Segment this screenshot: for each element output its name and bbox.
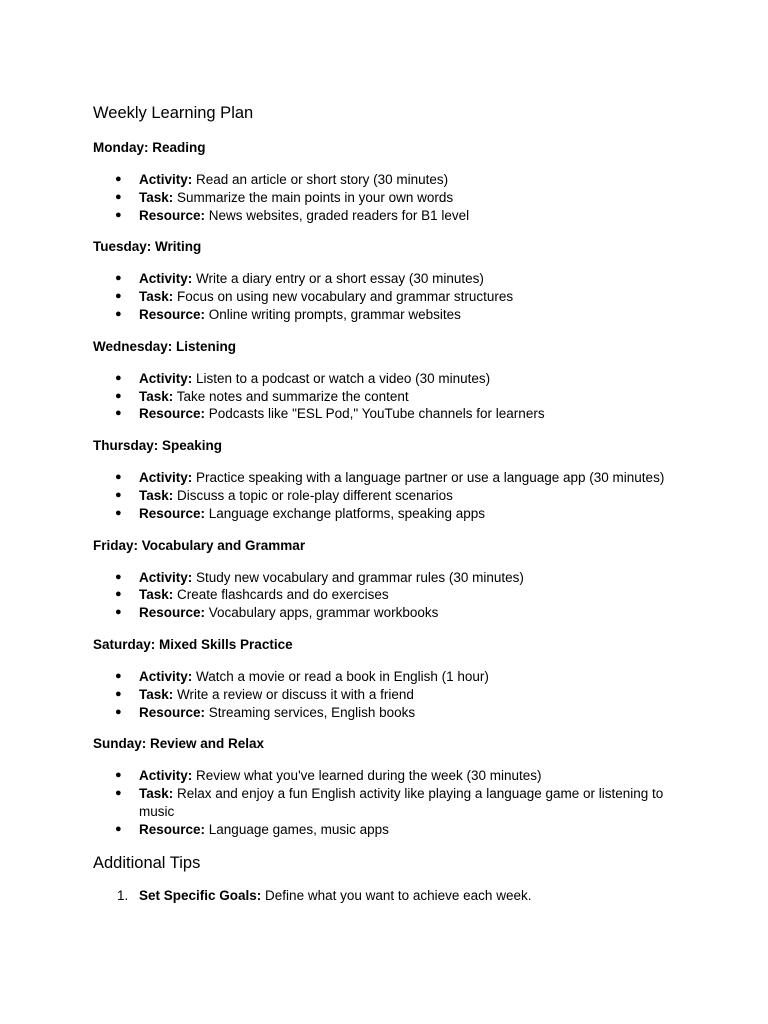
day-heading: Wednesday: Listening [93, 338, 237, 354]
tips-title: Additional Tips [93, 853, 201, 872]
item-label: Task: [139, 686, 174, 702]
item-label: Resource: [139, 406, 206, 422]
bullet-icon: ● [115, 687, 122, 700]
item-text: Vocabulary apps, grammar workbooks [205, 605, 439, 621]
bullet-icon: ● [115, 606, 122, 619]
item-text: Practice speaking with a language partner or use a language app (30 minutes) [192, 470, 665, 486]
item-text: Language games, music apps [205, 821, 389, 837]
list-item [93, 767, 693, 785]
day-heading: Tuesday: Writing [93, 239, 202, 255]
item-text: Podcasts like "ESL Pod," YouTube channels for learners [205, 406, 545, 422]
bullet-icon: ● [115, 371, 122, 384]
list-item [93, 686, 693, 704]
item-text: Review what you've learned during the week (30 minutes) [192, 768, 542, 784]
item-label: Resource: [139, 505, 206, 521]
bullet-icon: ● [115, 506, 122, 519]
bullet-icon: ● [115, 669, 122, 682]
item-text: Summarize the main points in your own words [173, 189, 454, 205]
item-text: Watch a movie or read a book in English (1 hour) [192, 668, 489, 684]
item-label: Resource: [139, 207, 206, 223]
tip-text: Define what you want to achieve each week. [261, 887, 532, 903]
list-item [93, 306, 693, 324]
item-label: Task: [139, 487, 174, 503]
bullet-icon: ● [115, 705, 122, 718]
list-item [93, 487, 693, 505]
bullet-icon: ● [115, 822, 122, 835]
item-text: Study new vocabulary and grammar rules (30 minutes) [192, 569, 524, 585]
item-text: Relax and enjoy a fun English activity like playing a language game or listening to music [139, 786, 664, 819]
item-label: Task: [139, 587, 174, 603]
document-title: Weekly Learning Plan [93, 104, 254, 122]
day-heading: Saturday: Mixed Skills Practice [93, 636, 293, 652]
list-item [93, 604, 693, 622]
item-label: Task: [139, 189, 174, 205]
day-list [93, 469, 693, 522]
bullet-icon: ● [115, 272, 122, 285]
day-list [93, 767, 693, 838]
list-item [93, 821, 693, 839]
item-text: Online writing prompts, grammar websites [205, 306, 461, 322]
item-text: Listen to a podcast or watch a video (30 minutes) [192, 370, 491, 386]
day-list [93, 270, 693, 323]
tips-list [93, 887, 693, 905]
item-label: Activity: [139, 569, 193, 585]
list-item [93, 270, 693, 288]
item-label: Resource: [139, 306, 206, 322]
tip-item [93, 887, 693, 905]
item-label: Activity: [139, 470, 193, 486]
list-item [93, 704, 693, 722]
list-item [93, 207, 693, 225]
item-text: Discuss a topic or role-play different scenarios [173, 487, 453, 503]
bullet-icon: ● [115, 173, 122, 185]
item-label: Activity: [139, 271, 193, 287]
list-item [93, 668, 693, 686]
tip-label: Set Specific Goals: [139, 887, 262, 903]
item-label: Resource: [139, 821, 206, 837]
day-heading: Friday: Vocabulary and Grammar [93, 537, 306, 553]
day-heading: Sunday: Review and Relax [93, 736, 265, 752]
list-item [93, 785, 693, 821]
list-item [93, 370, 693, 388]
list-item [93, 288, 693, 306]
days-container [93, 139, 693, 839]
day-heading: Thursday: Speaking [93, 438, 223, 454]
item-label: Resource: [139, 605, 206, 621]
bullet-icon: ● [115, 570, 122, 583]
bullet-icon: ● [115, 290, 122, 303]
bullet-icon: ● [115, 407, 122, 420]
list-item [93, 405, 693, 423]
list-item [93, 189, 693, 207]
bullet-icon: ● [115, 471, 122, 484]
day-list [93, 370, 693, 423]
day-list [93, 569, 693, 622]
day-list [93, 171, 693, 224]
list-item [93, 569, 693, 587]
item-label: Activity: [139, 768, 193, 784]
bullet-icon: ● [115, 208, 122, 221]
item-label: Task: [139, 289, 174, 305]
list-item [93, 505, 693, 523]
item-text: Write a diary entry or a short essay (30 minutes) [192, 271, 484, 287]
bullet-icon: ● [115, 769, 122, 782]
item-text: Create flashcards and do exercises [173, 587, 389, 603]
item-text: News websites, graded readers for B1 level [205, 207, 470, 223]
bullet-icon: ● [115, 588, 122, 601]
document-page [93, 103, 693, 904]
bullet-icon: ● [115, 190, 122, 203]
item-text: Read an article or short story (30 minutes) [192, 172, 449, 187]
item-text: Language exchange platforms, speaking apps [205, 505, 485, 521]
tip-number: 1. [117, 887, 129, 903]
item-text: Streaming services, English books [205, 704, 416, 720]
item-label: Activity: [139, 668, 193, 684]
item-label: Task: [139, 388, 174, 404]
day-list [93, 668, 693, 721]
day-heading: Monday: Reading [93, 140, 206, 155]
bullet-icon: ● [115, 787, 122, 800]
list-item [93, 388, 693, 406]
item-label: Task: [139, 786, 174, 802]
item-label: Activity: [139, 370, 193, 386]
list-item [93, 586, 693, 604]
bullet-icon: ● [115, 307, 122, 320]
item-label: Activity: [139, 172, 193, 187]
item-text: Write a review or discuss it with a friend [173, 686, 414, 702]
item-text: Focus on using new vocabulary and grammar structures [173, 289, 514, 305]
bullet-icon: ● [115, 389, 122, 402]
list-item [93, 171, 693, 189]
item-text: Take notes and summarize the content [173, 388, 409, 404]
list-item [93, 469, 693, 487]
bullet-icon: ● [115, 488, 122, 501]
item-label: Resource: [139, 704, 206, 720]
